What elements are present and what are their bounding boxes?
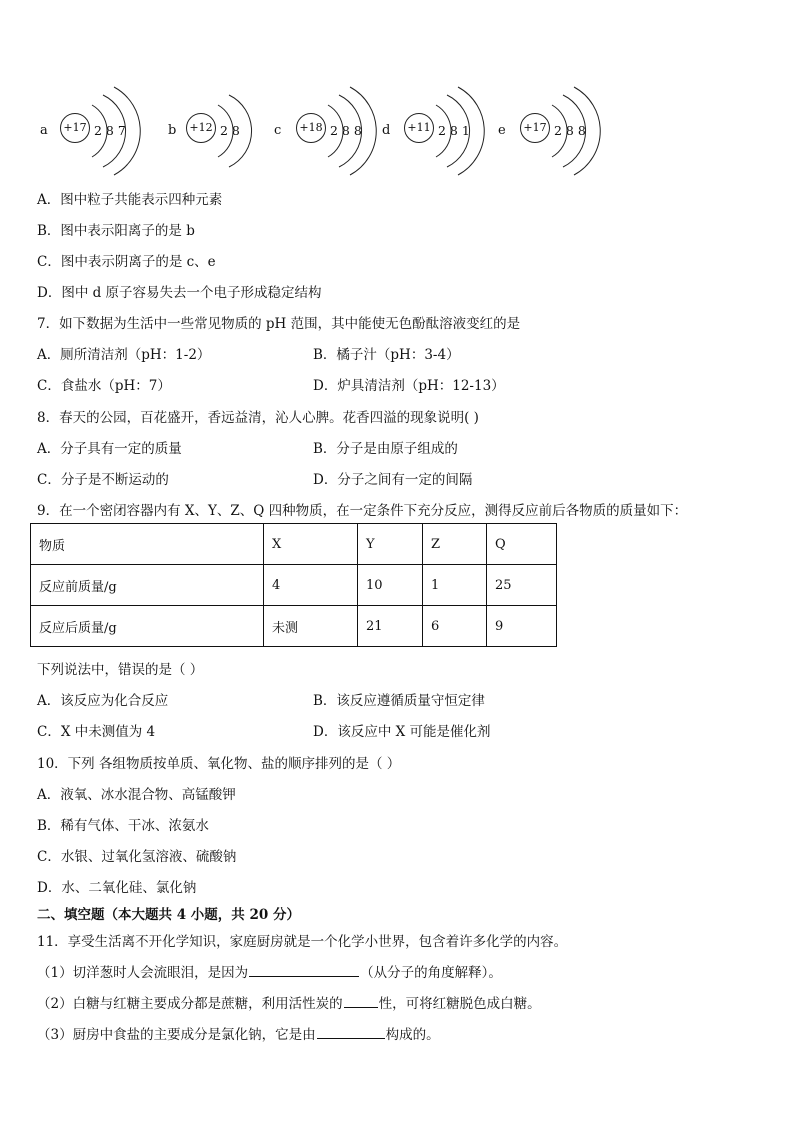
table-header-row <box>31 524 557 565</box>
answer-blank[interactable] <box>344 994 378 1008</box>
q11-part-2-text: （2）白糖与红糖主要成分都是蔗糖，利用活性炭的 <box>37 996 343 1012</box>
q11-part-1-text: （1）切洋葱时人会流眼泪，是因为 <box>37 965 249 981</box>
table-cell: 6 <box>423 606 487 647</box>
table-cell: 10 <box>358 565 423 606</box>
table-cell: 9 <box>487 606 557 647</box>
q10-option-c: C．水银、过氧化氢溶液、硫酸钠 <box>37 849 237 865</box>
q8-option-c: C．分子是不断运动的 <box>37 472 169 488</box>
atom-shell-electrons: 2 8 7 <box>94 123 126 138</box>
table-row <box>31 565 557 606</box>
table-header-cell: X <box>264 524 358 565</box>
atom-shell-electrons: 2 8 <box>220 123 240 138</box>
table-cell: 未测 <box>264 606 358 647</box>
answer-blank[interactable] <box>317 1025 385 1039</box>
q9-option-b: B．该反应遵循质量守恒定律 <box>313 693 485 709</box>
atom-shell-electrons: 2 8 8 <box>330 123 362 138</box>
table-header-cell: Y <box>358 524 423 565</box>
table-row <box>31 606 557 647</box>
q7-option-d: D．炉具清洁剂（pH：12-13） <box>313 378 505 394</box>
atom-nucleus: +12 <box>186 113 216 143</box>
mass-data-table <box>30 523 557 647</box>
atom-nucleus: +18 <box>296 113 326 143</box>
q11-part-3-text-after: 构成的。 <box>385 1027 440 1043</box>
atom-label: a <box>40 123 48 138</box>
q6-option-c: C．图中表示阴离子的是 c、e <box>37 254 216 270</box>
q7-stem: 7．如下数据为生活中一些常见物质的 pH 范围，其中能使无色酚酞溶液变红的是 <box>37 316 521 332</box>
table-cell: 反应后质量/g <box>31 606 264 647</box>
q9-stem: 9．在一个密闭容器内有 X、Y、Z、Q 四种物质，在一定条件下充分反应，测得反应前后各物质的质量如下： <box>37 503 688 519</box>
table-header-cell: Q <box>487 524 557 565</box>
q11-part-2-text-after: 性，可将红糖脱色成白糖。 <box>378 996 541 1012</box>
q11-part-1-text-after: （从分子的角度解释）。 <box>360 965 502 981</box>
section-heading: 二、填空题（本大题共 4 小题，共 20 分） <box>37 907 300 923</box>
electron-shell-arcs <box>0 75 794 185</box>
atom-label: d <box>382 123 391 138</box>
q11-stem: 11．享受生活离不开化学知识，家庭厨房就是一个化学小世界，包含着许多化学的内容。 <box>37 934 568 950</box>
table-cell: 4 <box>264 565 358 606</box>
atom-label: c <box>274 123 282 138</box>
q10-option-a: A．液氧、冰水混合物、高锰酸钾 <box>37 787 236 803</box>
q11-part-3-text: （3）厨房中食盐的主要成分是氯化钠，它是由 <box>37 1027 316 1043</box>
q9-prompt: 下列说法中，错误的是（ ） <box>37 662 204 678</box>
atom-shell-electrons: 2 8 8 <box>554 123 586 138</box>
table-cell: 反应前质量/g <box>31 565 264 606</box>
table-cell: 1 <box>423 565 487 606</box>
atom-shell-electrons: 2 8 1 <box>438 123 470 138</box>
table-cell: 25 <box>487 565 557 606</box>
atom-nucleus: +17 <box>520 113 550 143</box>
q10-option-b: B．稀有气体、干冰、浓氨水 <box>37 818 209 834</box>
q10-option-d: D．水、二氧化硅、氯化钠 <box>37 880 197 896</box>
q8-option-d: D．分子之间有一定的间隔 <box>313 472 473 488</box>
q7-option-c: C．食盐水（pH：7） <box>37 378 171 394</box>
atom-nucleus: +11 <box>404 113 434 143</box>
q6-option-a: A．图中粒子共能表示四种元素 <box>37 192 223 208</box>
atom-nucleus: +17 <box>60 113 90 143</box>
atom-label: b <box>168 123 177 138</box>
q7-option-a: A．厕所清洁剂（pH：1-2） <box>37 347 211 363</box>
table-cell: 21 <box>358 606 423 647</box>
q8-option-b: B．分子是由原子组成的 <box>313 441 458 457</box>
q9-option-c: C．X 中未测值为 4 <box>37 724 156 740</box>
q6-option-d: D．图中 d 原子容易失去一个电子形成稳定结构 <box>37 285 322 301</box>
q9-option-a: A．该反应为化合反应 <box>37 693 169 709</box>
q11-part-3 <box>37 1023 440 1043</box>
table-header-cell: 物质 <box>31 524 264 565</box>
atom-structure-diagrams <box>0 75 794 185</box>
atom-label: e <box>498 123 506 138</box>
q11-part-1 <box>37 961 502 981</box>
q8-option-a: A．分子具有一定的质量 <box>37 441 182 457</box>
q11-part-2 <box>37 992 541 1012</box>
q10-stem: 10．下列 各组物质按单质、氧化物、盐的顺序排列的是（ ） <box>37 756 401 772</box>
answer-blank[interactable] <box>249 963 359 977</box>
q6-option-b: B．图中表示阳离子的是 b <box>37 223 195 239</box>
q9-option-d: D．该反应中 X 可能是催化剂 <box>313 724 491 740</box>
table-header-cell: Z <box>423 524 487 565</box>
q7-option-b: B．橘子汁（pH：3-4） <box>313 347 460 363</box>
q8-stem: 8．春天的公园，百花盛开，香远益清，沁人心脾。花香四溢的现象说明( ) <box>37 410 479 426</box>
